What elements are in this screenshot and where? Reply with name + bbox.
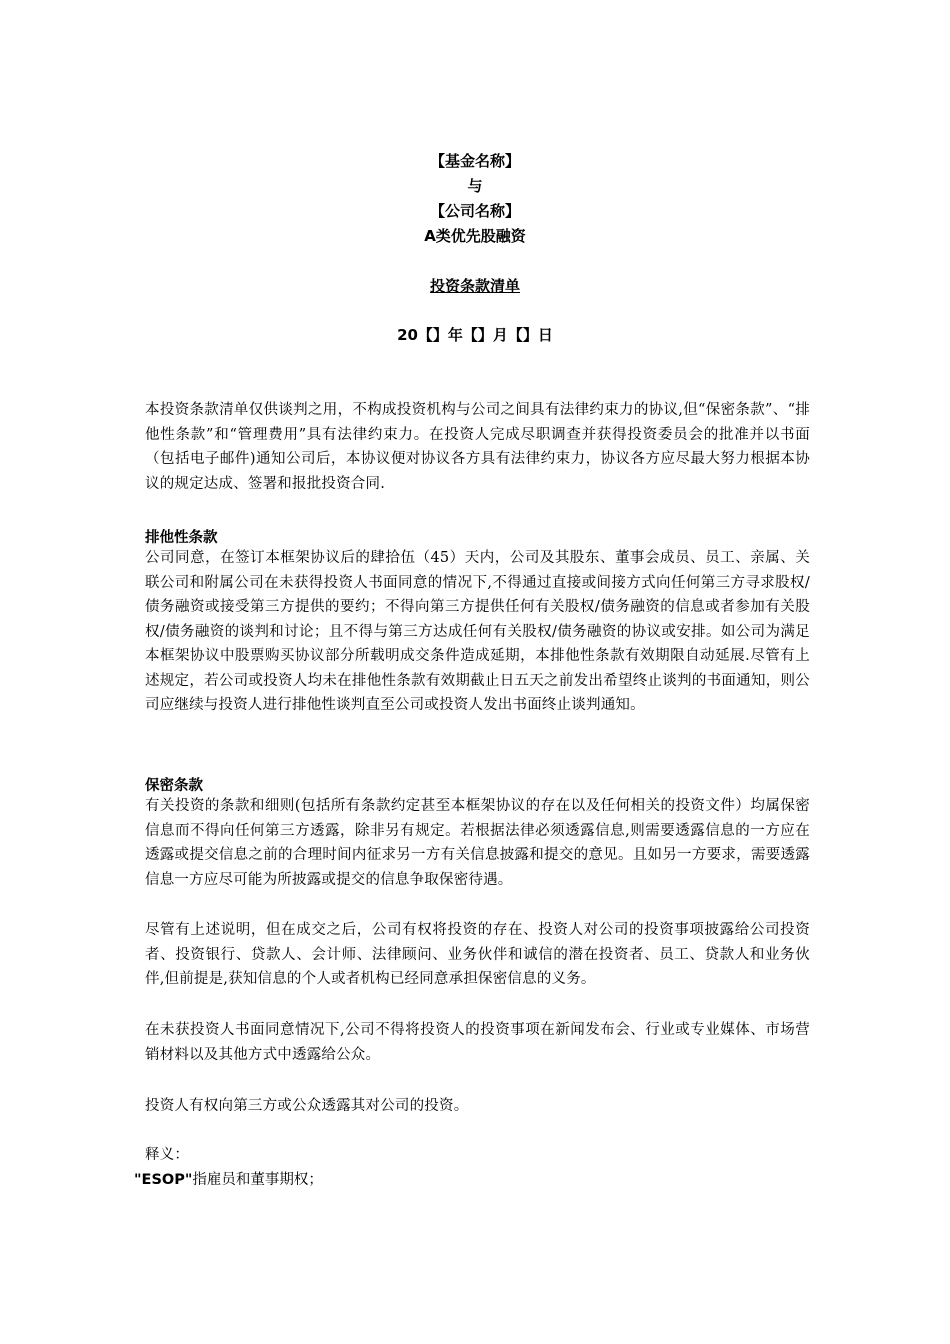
confidentiality-heading: 保密条款 xyxy=(145,778,203,794)
financing-type: A类优先股融资 xyxy=(424,227,526,245)
and-connector: 与 xyxy=(467,177,483,195)
company-name: 【公司名称】 xyxy=(429,202,520,220)
exclusivity-heading: 排他性条款 xyxy=(145,530,218,546)
exclusivity-paragraph: 公司同意，在签订本框架协议后的肆拾伍（45）天内，公司及其股东、董事会成员、员工、亲属、关联公司和附属公司在未获得投资人书面同意的情况下,不得通过直接或间接方式向任何第三方寻求股权/债务融资或接受第三方提供的要约；不得向第三方提供任何有关股权/债务融资的信息或者参加有关股权/债务融资的谈判和讨论；且不得与第三方达成任何有关股权/债务融资的协议或安排。如公司为满足本框架协议中股票购买协议部分所载明成交条件造成延期，本排他性条款有效期限自动延展.尽管有上述规定，若公司或投资人均未在排他性条款有效期截止日五天之前发出希望终止谈判的书面通知，则公司应继续与投资人进行排他性谈判直至公司或投资人发出书面终止谈判通知。 xyxy=(145,550,810,713)
confidentiality-paragraph-3: 在未获投资人书面同意情况下,公司不得将投资人的投资事项在新闻发布会、行业或专业媒体、市场营销材料以及其他方式中透露给公众。 xyxy=(145,1022,810,1063)
confidentiality-paragraph-2: 尽管有上述说明，但在成交之后，公司有权将投资的存在、投资人对公司的投资事项披露给公司投资者、投资银行、贷款人、会计师、法律顾问、业务伙伴和诚信的潜在投资者、员工、贷款人和业务伙伴,但前提是,获知信息的个人或者机构已经同意承担保密信息的义务。 xyxy=(145,922,810,987)
esop-definition xyxy=(134,1170,323,1190)
document-date: 20【】年【】月【】日 xyxy=(397,326,553,344)
esop-text: 指雇员和董事期权； xyxy=(192,1172,323,1188)
fund-name: 【基金名称】 xyxy=(429,152,520,170)
document-title: 投资条款清单 xyxy=(429,277,520,295)
confidentiality-paragraph-4: 投资人有权向第三方或公众透露其对公司的投资。 xyxy=(145,1098,469,1114)
intro-paragraph: 本投资条款清单仅供谈判之用，不构成投资机构与公司之间具有法律约束力的协议,但“保密条款”、“排他性条款”和“管理费用”具有法律约束力。在投资人完成尽职调查并获得投资委员会的批准并以书面（包括电子邮件)通知公司后，本协议便对协议各方具有法律约束力，协议各方应尽最大努力根据本协议的规定达成、签署和报批投资合同. xyxy=(145,402,810,492)
confidentiality-paragraph-1: 有关投资的条款和细则(包括所有条款约定甚至本框架协议的存在以及任何相关的投资文件）均属保密信息而不得向任何第三方透露，除非另有规定。若根据法律必须透露信息,则需要透露信息的一方应在透露或提交信息之前的合理时间内征求另一方有关信息披露和提交的意见。且如另一方要求，需要透露信息一方应尽可能为所披露或提交的信息争取保密待遇。 xyxy=(145,798,810,888)
definitions-label: 释义： xyxy=(145,1147,190,1163)
esop-term: "ESOP" xyxy=(134,1172,193,1188)
